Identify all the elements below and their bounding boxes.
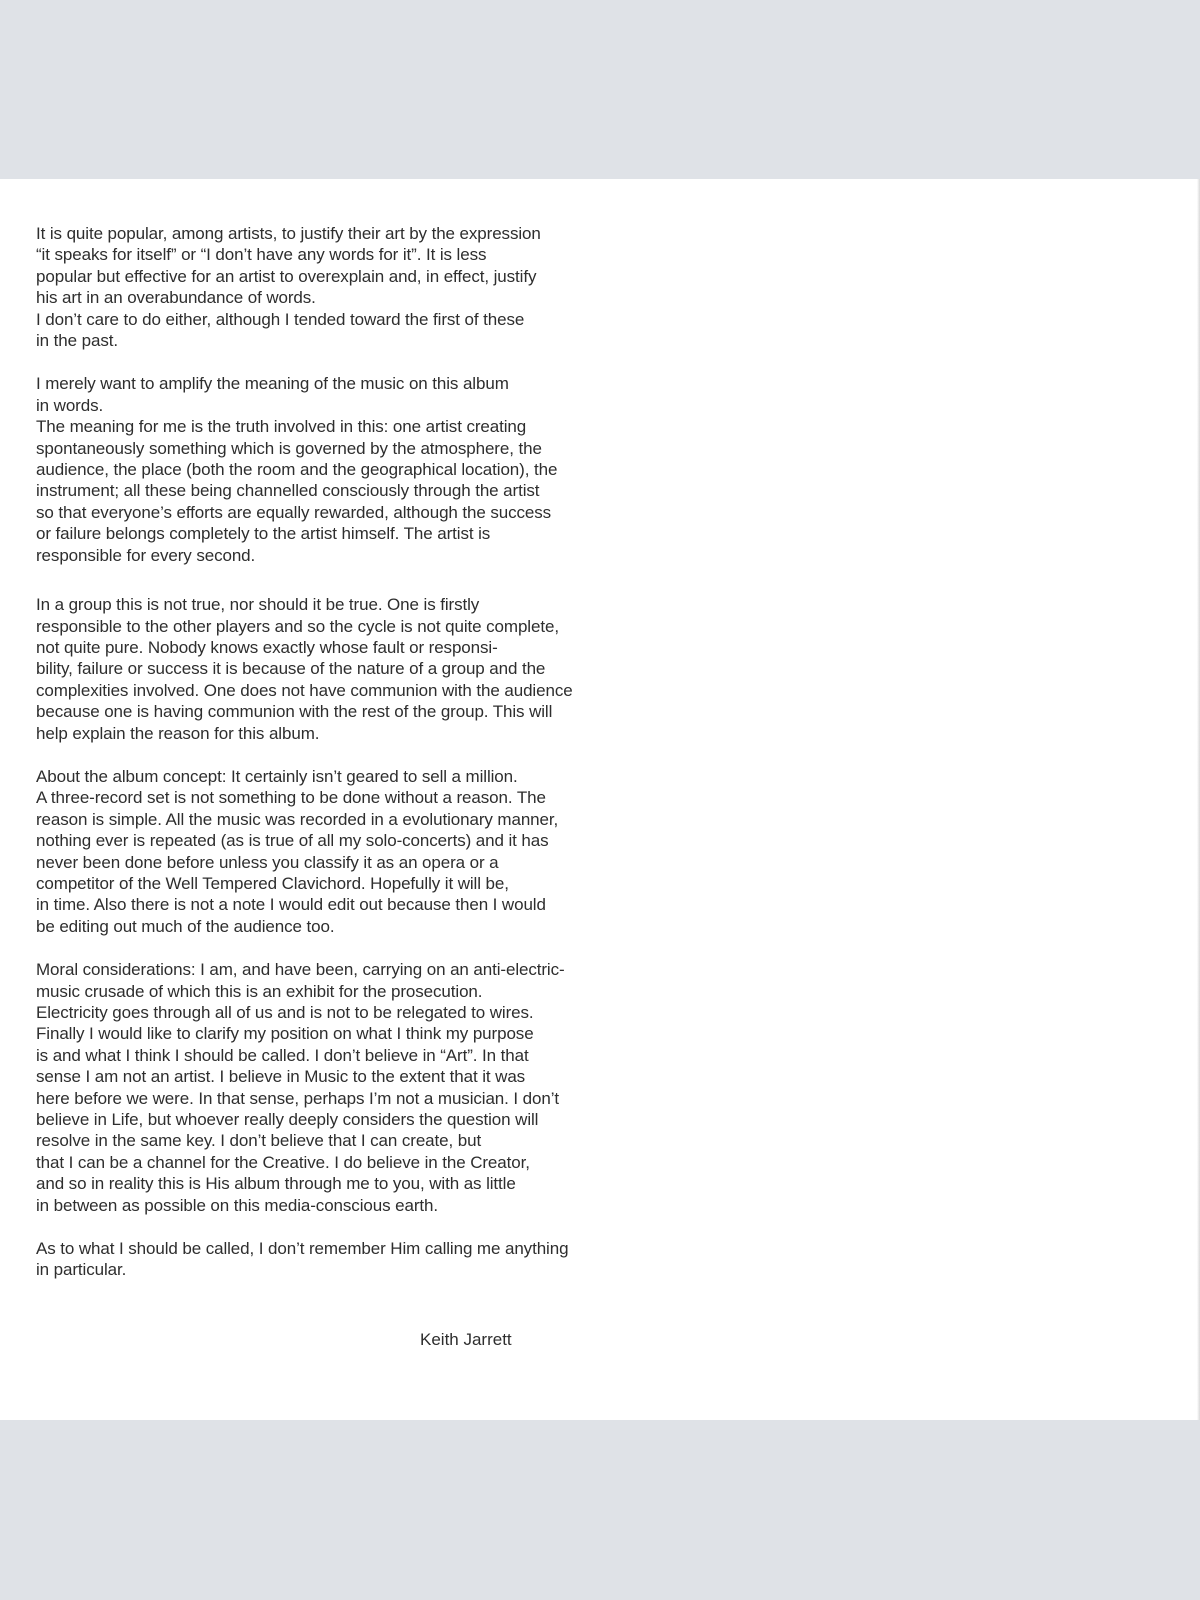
text-line: instrument; all these being channelled consciously through the artist bbox=[36, 481, 540, 501]
text-line: in particular. bbox=[36, 1260, 127, 1280]
text-line: music crusade of which this is an exhibit for the prosecution. bbox=[36, 981, 483, 1001]
text-line: As to what I should be called, I don’t remember Him calling me anything bbox=[36, 1239, 569, 1259]
text-line: It is quite popular, among artists, to justify their art by the expression bbox=[36, 224, 541, 243]
text-line: nothing ever is repeated (as is true of all my solo-concerts) and it has bbox=[36, 831, 549, 851]
text-line: that I can be a channel for the Creative. I do believe in the Creator, bbox=[36, 1152, 530, 1172]
text-line: A three-record set is not something to be done without a reason. The bbox=[36, 788, 546, 808]
text-line: here before we were. In that sense, perhaps I’m not a musician. I don’t bbox=[36, 1088, 560, 1108]
paragraph-1 bbox=[36, 223, 676, 351]
text-line: in the past. bbox=[36, 331, 118, 351]
document-page bbox=[0, 179, 1200, 1420]
paragraph-4 bbox=[36, 766, 676, 937]
liner-notes-text bbox=[36, 223, 676, 1303]
text-line: audience, the place (both the room and the geographical location), the bbox=[36, 460, 558, 480]
text-line: “it speaks for itself” or “I don’t have any words for it”. It is less bbox=[36, 245, 487, 265]
text-line: In a group this is not true, nor should it be true. One is firstly bbox=[36, 595, 480, 615]
paragraph-6 bbox=[36, 1238, 676, 1281]
text-line: About the album concept: It certainly isn’t geared to sell a million. bbox=[36, 766, 518, 786]
text-line: complexities involved. One does not have communion with the audience bbox=[36, 680, 573, 700]
text-line: in between as possible on this media-conscious earth. bbox=[36, 1195, 438, 1215]
text-line: and so in reality this is His album through me to you, with as little bbox=[36, 1174, 516, 1194]
text-line: Moral considerations: I am, and have been, carrying on an anti-electric- bbox=[36, 960, 565, 980]
text-line: responsible to the other players and so the cycle is not quite complete, bbox=[36, 616, 559, 636]
text-line: Electricity goes through all of us and is not to be relegated to wires. bbox=[36, 1003, 534, 1022]
text-line: resolve in the same key. I don’t believe that I can create, but bbox=[36, 1131, 482, 1151]
text-line: bility, failure or success it is because of the nature of a group and the bbox=[36, 659, 546, 679]
text-line: be editing out much of the audience too. bbox=[36, 916, 335, 936]
text-line: not quite pure. Nobody knows exactly whose fault or responsi- bbox=[36, 637, 498, 657]
text-line: is and what I think I should be called. I don’t believe in “Art”. In that bbox=[36, 1045, 529, 1065]
text-line: never been done before unless you classify it as an opera or a bbox=[36, 852, 499, 872]
text-line: in time. Also there is not a note I would edit out because then I would bbox=[36, 895, 546, 915]
text-line: popular but effective for an artist to overexplain and, in effect, justify bbox=[36, 266, 537, 286]
text-line: believe in Life, but whoever really deeply considers the question will bbox=[36, 1110, 539, 1130]
text-line: in words. bbox=[36, 395, 104, 415]
text-line: Finally I would like to clarify my position on what I think my purpose bbox=[36, 1024, 534, 1044]
text-line: help explain the reason for this album. bbox=[36, 723, 320, 743]
text-line: The meaning for me is the truth involved in this: one artist creating bbox=[36, 417, 527, 437]
text-line: competitor of the Well Tempered Clavichord. Hopefully it will be, bbox=[36, 873, 509, 893]
text-line: because one is having communion with the rest of the group. This will bbox=[36, 702, 553, 722]
text-line: sense I am not an artist. I believe in Music to the extent that it was bbox=[36, 1067, 526, 1087]
text-line: responsible for every second. bbox=[36, 545, 256, 565]
paragraph-2 bbox=[36, 373, 676, 566]
paragraph-5 bbox=[36, 959, 676, 1216]
text-line: his art in an overabundance of words. bbox=[36, 288, 316, 308]
text-line: spontaneously something which is governed by the atmosphere, the bbox=[36, 438, 542, 458]
text-line: I merely want to amplify the meaning of the music on this album bbox=[36, 374, 509, 394]
text-line: so that everyone’s efforts are equally rewarded, although the success bbox=[36, 502, 552, 522]
text-line: or failure belongs completely to the artist himself. The artist is bbox=[36, 524, 491, 544]
author-signature: Keith Jarrett bbox=[420, 1330, 512, 1349]
text-line: reason is simple. All the music was recorded in a evolutionary manner, bbox=[36, 809, 559, 829]
paragraph-3 bbox=[36, 594, 676, 744]
text-line: I don’t care to do either, although I tended toward the first of these bbox=[36, 309, 525, 329]
